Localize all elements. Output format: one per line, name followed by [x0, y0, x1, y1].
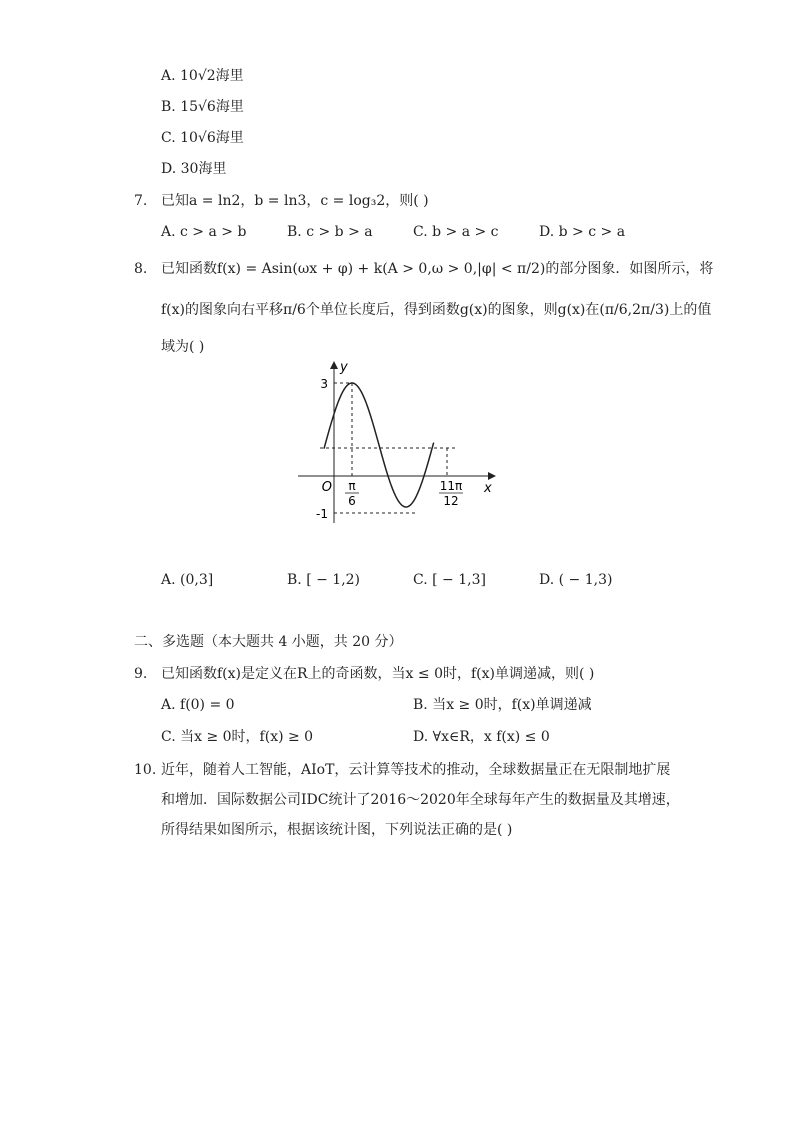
x1-denominator: 6: [348, 494, 356, 508]
q7-number: 7.: [134, 193, 148, 209]
q8-option-d: D. ( − 1,3): [539, 572, 613, 588]
q7-option-b: B. c > b > a: [287, 224, 373, 240]
x-axis-label: x: [484, 481, 492, 496]
q7-option-c: C. b > a > c: [413, 224, 499, 240]
q9-number: 9.: [134, 666, 148, 682]
q8-stem-line2: f(x)的图象向右平移π/6个单位长度后，得到函数g(x)的图象，则g(x)在(π/6,2π/3)上的值: [161, 302, 712, 318]
q9-option-b: B. 当x ≥ 0时，f(x)单调递减: [413, 697, 592, 713]
x2-denominator: 12: [443, 494, 459, 508]
q9-option-d: D. ∀x∈R，x f(x) ≤ 0: [413, 729, 550, 745]
q9-option-c: C. 当x ≥ 0时，f(x) ≥ 0: [161, 729, 314, 745]
q10-stem-line1: 近年，随着人工智能，AIoT，云计算等技术的推动，全球数据量正在无限制地扩展: [161, 762, 671, 778]
q7-stem: 已知a = ln2，b = ln3，c = log₃2，则( ): [161, 193, 429, 209]
q10-stem-line3: 所得结果如图所示，根据该统计图，下列说法正确的是( ): [161, 822, 513, 838]
x1-numerator: π: [348, 479, 356, 493]
y-min-label: -1: [316, 507, 328, 521]
q6-option-c: C. 10√6海里: [161, 130, 244, 146]
y-max-label: 3: [320, 377, 328, 391]
q9-option-a: A. f(0) = 0: [161, 697, 235, 713]
q8-number: 8.: [134, 261, 148, 277]
q9-stem: 已知函数f(x)是定义在R上的奇函数，当x ≤ 0时，f(x)单调递减，则( ): [161, 666, 595, 682]
q8-option-c: C. [ − 1,3]: [413, 572, 486, 588]
origin-label: O: [321, 480, 332, 495]
y-axis-label: y: [340, 360, 348, 375]
sine-curve: [321, 383, 434, 507]
q8-function-graph: [290, 355, 510, 530]
q6-option-d: D. 30海里: [161, 161, 227, 177]
q8-option-a: A. (0,3]: [161, 572, 214, 588]
q6-option-a: A. 10√2海里: [161, 68, 244, 84]
x2-numerator: 11π: [439, 479, 463, 493]
q10-stem-line2: 和增加．国际数据公司IDC统计了2016～2020年全球每年产生的数据量及其增速，: [161, 792, 680, 808]
q7-option-d: D. b > c > a: [539, 224, 626, 240]
q7-option-a: A. c > a > b: [161, 224, 247, 240]
y-axis-arrow-icon: [330, 361, 338, 369]
section-title: 二、多选题（本大题共 4 小题，共 20 分）: [134, 634, 403, 650]
q10-number: 10.: [134, 762, 157, 778]
q8-stem-line3: 域为( ): [161, 339, 205, 355]
q8-stem-line1: 已知函数f(x) = Asin(ωx + φ) + k(A > 0,ω > 0,|φ| < π/2)的部分图象．如图所示，将: [161, 261, 714, 277]
q6-option-b: B. 15√6海里: [161, 99, 244, 115]
x-axis-arrow-icon: [488, 472, 496, 480]
q8-option-b: B. [ − 1,2): [287, 572, 361, 588]
